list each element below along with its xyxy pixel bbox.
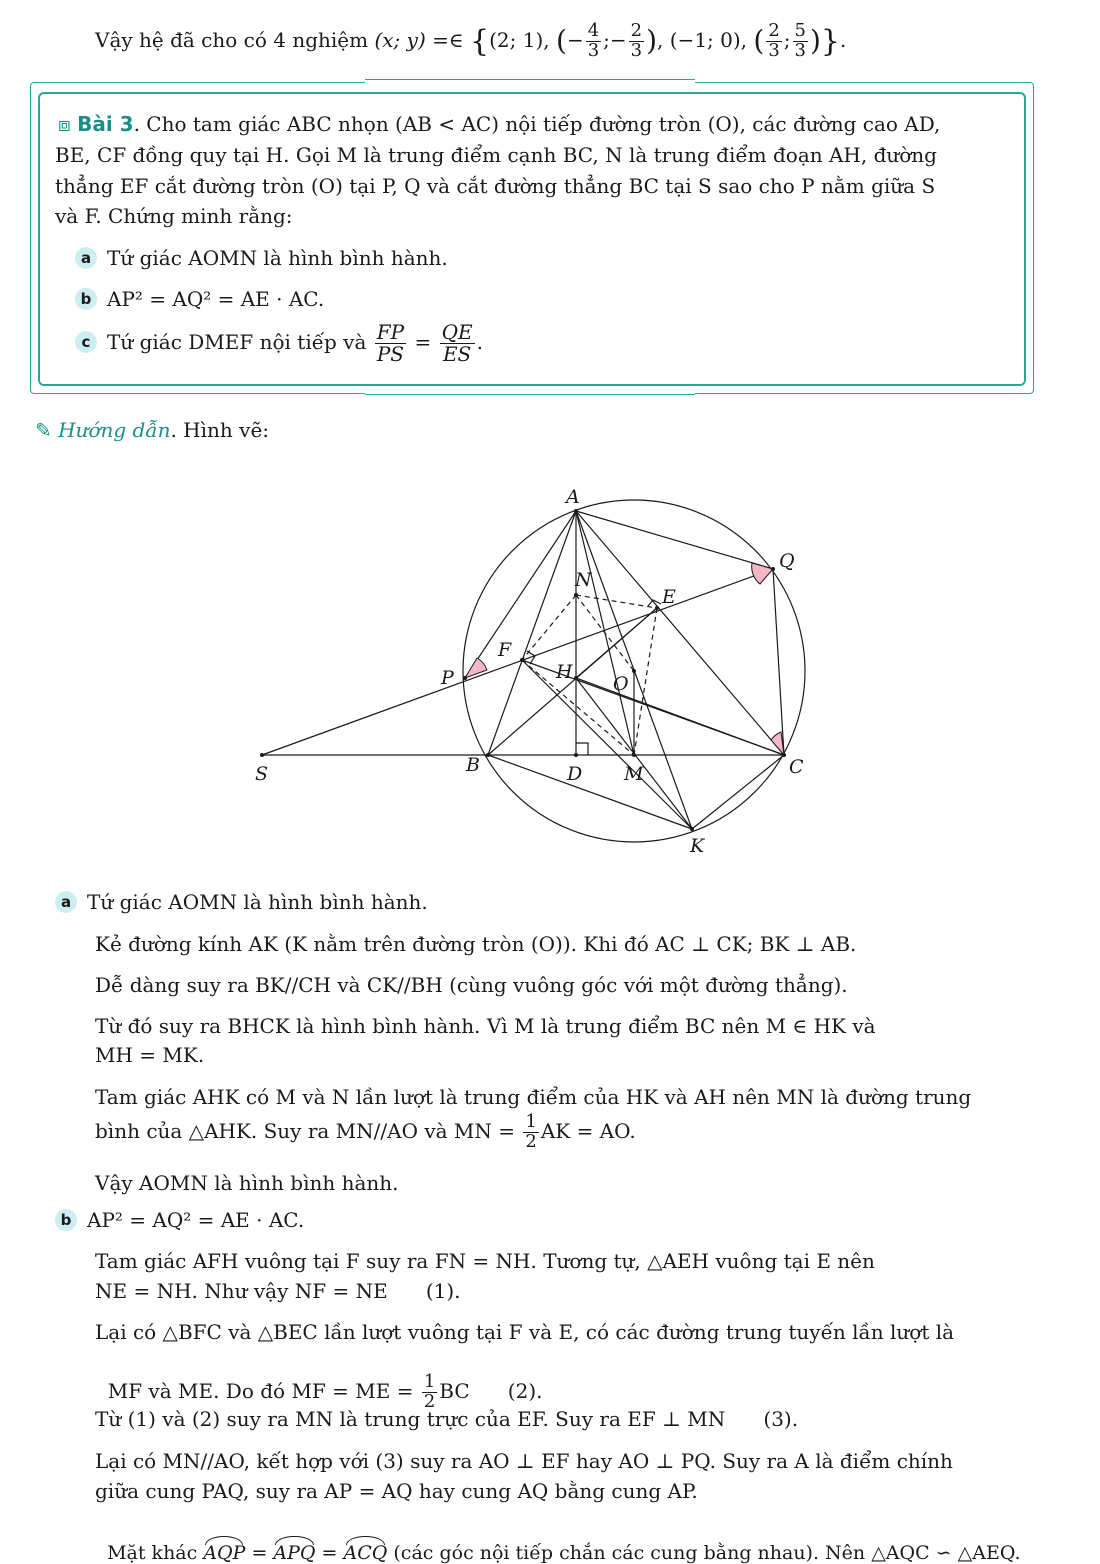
sol4-num2: 5 bbox=[794, 20, 806, 41]
pt-O bbox=[632, 669, 636, 673]
sol3: , (−1; 0), bbox=[657, 27, 748, 52]
item-a-badge: a bbox=[75, 247, 97, 269]
pt-P bbox=[463, 676, 467, 680]
pt-M bbox=[632, 753, 636, 757]
intro-prefix: Vậy hệ đã cho có 4 nghiệm bbox=[95, 27, 369, 52]
sol-p7b-post: BC (2). bbox=[439, 1378, 543, 1403]
sol4-den1: 3 bbox=[768, 39, 780, 61]
item-c-frac2-num: QE bbox=[441, 320, 473, 344]
problem-line-4 bbox=[55, 204, 293, 228]
item-c-text: Tứ giác DMEF nội tiếp và bbox=[107, 330, 367, 354]
sol-p7b-den: 2 bbox=[423, 1390, 436, 1412]
sol-p4b bbox=[95, 1113, 636, 1152]
sol4-num1: 2 bbox=[768, 20, 780, 41]
seg-QC bbox=[773, 569, 784, 755]
sol-p10-post: (các góc nội tiếp chắn các cung bằng nhau). Nên △AQC ∽ △AEQ. bbox=[387, 1542, 1021, 1564]
sol4-den2: 3 bbox=[794, 39, 806, 61]
item-a-text: Tứ giác AOMN là hình bình hành. bbox=[107, 246, 448, 270]
problem-item-c: c Tứ giác DMEF nội tiếp và $\frac{FP}{PS}$ = $\frac{QE}{ES}$ . bbox=[75, 322, 483, 365]
pt-D bbox=[574, 753, 578, 757]
sol-a-badge: a bbox=[55, 891, 77, 913]
sol-p10-pre: Mặt khác bbox=[107, 1542, 198, 1564]
pencil-icon: ✎ bbox=[35, 418, 52, 442]
item-c-frac2-den: ES bbox=[442, 342, 472, 366]
problem-item-a bbox=[75, 246, 448, 270]
label-A: A bbox=[566, 486, 580, 508]
intro-vars: (x; y) =∈ bbox=[374, 27, 464, 52]
sol-p1: Kẻ đường kính AK (K nằm trên đường tròn (O)). Khi đó AC ⊥ CK; BK ⊥ AB. bbox=[95, 932, 857, 956]
label-E: E bbox=[662, 586, 676, 608]
pt-N bbox=[574, 593, 578, 597]
seg-NO bbox=[576, 595, 634, 671]
guide-line bbox=[35, 418, 269, 442]
angle-AQP: AQP bbox=[203, 1542, 246, 1564]
problem-title: Bài 3 bbox=[77, 112, 134, 136]
sol-p4b-den: 2 bbox=[525, 1130, 537, 1152]
pt-Q bbox=[771, 567, 775, 571]
label-F: F bbox=[498, 639, 512, 661]
pt-E bbox=[655, 606, 659, 610]
sol1: (2; 1), bbox=[489, 27, 550, 52]
sol-p3b: MH = MK. bbox=[95, 1043, 205, 1067]
pt-S bbox=[260, 753, 264, 757]
pt-B bbox=[486, 753, 490, 757]
sol-p4b-num: 1 bbox=[525, 1111, 537, 1132]
label-M: M bbox=[624, 763, 644, 785]
problem-text-2: BE, CF đồng quy tại H. Gọi M là trung điểm cạnh BC, N là trung điểm đoạn AH, đường bbox=[55, 143, 937, 167]
guide-label: Hướng dẫn bbox=[58, 418, 171, 442]
eq-1: = bbox=[245, 1542, 274, 1564]
angle-APQ: APQ bbox=[273, 1542, 316, 1564]
label-K: K bbox=[690, 835, 705, 857]
sol-b-title: AP² = AQ² = AE · AC. bbox=[87, 1208, 305, 1232]
sol-p8: Từ (1) và (2) suy ra MN là trung trực của EF. Suy ra EF ⊥ MN (3). bbox=[95, 1407, 799, 1431]
label-C: C bbox=[789, 756, 804, 778]
sol-p5: Vậy AOMN là hình bình hành. bbox=[95, 1171, 399, 1195]
sol-p7a: Lại có △BFC và △BEC lần lượt vuông tại F và E, có các đường trung tuyến lần lượt là bbox=[95, 1320, 955, 1344]
sol-p4a: Tam giác AHK có M và N lần lượt là trung điểm của HK và AH nên MN là đường trung bbox=[95, 1085, 972, 1109]
angle-mark-P bbox=[465, 658, 487, 678]
problem-item-b bbox=[75, 287, 324, 311]
seg-HC bbox=[576, 678, 784, 755]
intro-line: Vậy hệ đã cho có 4 nghiệm (x; y) =∈ {(2; 1), (− $\frac{4}{3}$ ;− $\frac{2}{3}$ ), (−1; 0), ( $\frac{2}{3}$ ; $\frac{5}{3}$ )}. bbox=[95, 20, 847, 61]
seg-CK bbox=[692, 755, 784, 829]
seg-FK bbox=[522, 660, 692, 829]
label-B: B bbox=[466, 754, 480, 776]
sol-b-heading bbox=[55, 1208, 304, 1232]
sol-p9b: giữa cung PAQ, suy ra AP = AQ hay cung AQ bằng cung AP. bbox=[95, 1479, 698, 1503]
label-S: S bbox=[255, 763, 269, 785]
sol-b-badge: b bbox=[55, 1209, 77, 1231]
problem-box-tab-bottom bbox=[365, 388, 695, 395]
sol2-num1: 4 bbox=[587, 20, 600, 41]
item-c-badge: c bbox=[75, 331, 97, 353]
sol-p2: Dễ dàng suy ra BK//CH và CK//BH (cùng vuông góc với một đường thẳng). bbox=[95, 973, 848, 997]
seg-NE bbox=[576, 595, 657, 608]
sol-p6b: NE = NH. Như vậy NF = NE (1). bbox=[95, 1279, 461, 1303]
pt-A bbox=[574, 509, 578, 513]
problem-text-4: và F. Chứng minh rằng: bbox=[55, 204, 293, 228]
pt-C bbox=[782, 753, 786, 757]
problem-text-3: thẳng EF cắt đường tròn (O) tại P, Q và cắt đường thẳng BC tại S sao cho P nằm giữa S bbox=[55, 174, 936, 198]
guide-after: . Hình vẽ: bbox=[170, 418, 270, 442]
item-b-badge: b bbox=[75, 288, 97, 310]
sol-p7b-num: 1 bbox=[423, 1371, 436, 1392]
sol-p7b-pre: MF và ME. Do đó MF = ME = bbox=[107, 1378, 414, 1403]
pt-K bbox=[690, 827, 694, 831]
label-H: H bbox=[556, 661, 573, 683]
label-O: O bbox=[613, 673, 629, 695]
seg-SQ bbox=[262, 569, 773, 755]
sol-p4b-post: AK = AO. bbox=[540, 1118, 636, 1143]
sol-a-heading bbox=[55, 890, 428, 914]
eq-2: = bbox=[315, 1542, 344, 1564]
pt-H bbox=[574, 676, 578, 680]
problem-line-1 bbox=[58, 112, 940, 136]
sol-a-title: Tứ giác AOMN là hình bình hành. bbox=[87, 890, 428, 914]
sol-p4b-pre: bình của △AHK. Suy ra MN//AO và MN = bbox=[95, 1118, 516, 1143]
sol-p7b bbox=[95, 1349, 542, 1412]
seg-EM bbox=[634, 608, 657, 755]
sol2-num2: 2 bbox=[630, 20, 643, 41]
label-N: N bbox=[575, 569, 592, 591]
seg-BK bbox=[488, 755, 692, 829]
problem-line-2 bbox=[55, 143, 937, 167]
angle-ACQ: ACQ bbox=[343, 1542, 388, 1564]
item-c-frac1-num: FP bbox=[376, 320, 405, 344]
pt-F bbox=[520, 658, 524, 662]
sol-p9a: Lại có MN//AO, kết hợp với (3) suy ra AO ⊥ EF hay AO ⊥ PQ. Suy ra A là điểm chính bbox=[95, 1449, 953, 1473]
problem-box-tab-top bbox=[365, 79, 695, 86]
problem-text-1: . Cho tam giác ABC nhọn (AB < AC) nội tiếp đường tròn (O), các đường cao AD, bbox=[133, 112, 941, 136]
label-D: D bbox=[567, 763, 583, 785]
sol2-den2: 3 bbox=[630, 39, 643, 61]
label-Q: Q bbox=[779, 550, 795, 572]
item-c-frac1-den: PS bbox=[376, 342, 405, 366]
seg-AB bbox=[488, 511, 576, 755]
sol-p10 bbox=[95, 1520, 1021, 1564]
geometry-figure bbox=[0, 470, 1100, 890]
cubes-icon: ⧈ bbox=[58, 112, 71, 136]
label-P: P bbox=[441, 667, 454, 689]
right-angle-D bbox=[576, 743, 588, 755]
sol2-den1: 3 bbox=[587, 39, 600, 61]
problem-line-3 bbox=[55, 174, 935, 198]
seg-HE bbox=[576, 608, 657, 678]
sol-p6a: Tam giác AFH vuông tại F suy ra FN = NH. Tương tự, △AEH vuông tại E nên bbox=[95, 1249, 875, 1273]
item-b-text: AP² = AQ² = AE · AC. bbox=[107, 287, 325, 311]
sol-p3a: Từ đó suy ra BHCK là hình bình hành. Vì M là trung điểm BC nên M ∈ HK và bbox=[95, 1014, 876, 1038]
